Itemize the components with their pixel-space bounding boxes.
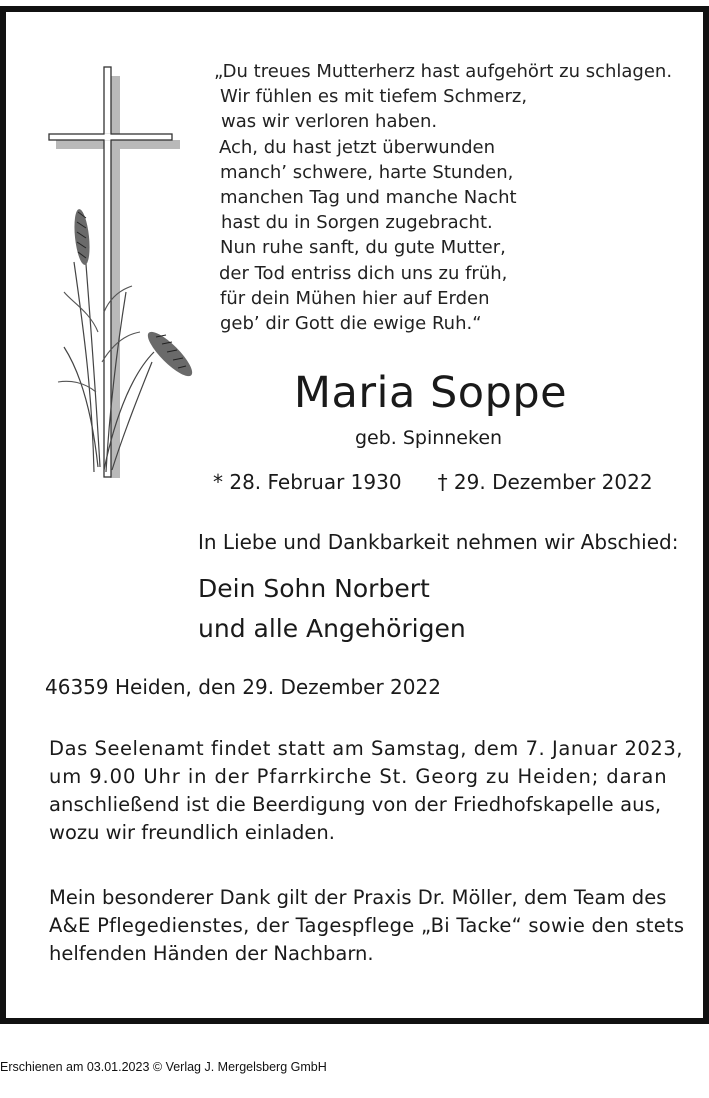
poem: [214, 59, 672, 336]
family-line: und alle Angehörigen: [198, 614, 466, 643]
poem-line: Ach, du hast jetzt überwunden: [219, 136, 496, 158]
poem-line: hast du in Sorgen zugebracht.: [221, 212, 493, 234]
publication-footer: Erschienen am 03.01.2023 © Verlag J. Mergelsberg GmbH: [0, 1060, 327, 1074]
poem-line: geb’ dir Gott die ewige Ruh.“: [220, 313, 482, 335]
thanks-line: A&E Pflegedienstes, der Tagespflege „Bi Tacke“ sowie den stets: [49, 914, 685, 937]
deceased-name: Maria Soppe: [293, 368, 568, 418]
poem-line: Wir fühlen es mit tiefem Schmerz,: [220, 86, 528, 108]
poem-line: „Du treues Mutterherz hast aufgehört zu schlagen.: [214, 61, 673, 82]
poem-line: was wir verloren haben.: [221, 111, 438, 133]
cross-with-wheat-icon: [44, 62, 200, 482]
place-date: 46359 Heiden, den 29. Dezember 2022: [45, 675, 441, 699]
birth-name: geb. Spinneken: [354, 427, 503, 449]
farewell-intro: In Liebe und Dankbarkeit nehmen wir Abschied:: [198, 530, 679, 554]
birth-date: * 28. Februar 1930: [213, 470, 402, 494]
deceased-name-row: [0, 368, 709, 418]
service-line: Das Seelenamt findet statt am Samstag, dem 7. Januar 2023,: [49, 737, 684, 760]
death-date: † 29. Dezember 2022: [437, 470, 653, 494]
poem-line: manchen Tag und manche Nacht: [220, 187, 517, 209]
life-dates: [213, 470, 653, 494]
service-line: um 9.00 Uhr in der Pfarrkirche St. Georg zu Heiden; daran: [49, 765, 668, 788]
thanks-line: Mein besonderer Dank gilt der Praxis Dr. Möller, dem Team des: [49, 886, 667, 909]
service-line: wozu wir freundlich einladen.: [49, 821, 335, 844]
birth-name-row: [0, 427, 709, 449]
thanks-paragraph: [49, 884, 685, 968]
poem-line: für dein Mühen hier auf Erden: [220, 287, 490, 309]
poem-line: manch’ schwere, harte Stunden,: [220, 161, 514, 183]
poem-line: der Tod entriss dich uns zu früh,: [219, 262, 508, 284]
family-line: Dein Sohn Norbert: [198, 574, 430, 603]
service-line: anschließend ist die Beerdigung von der Friedhofskapelle aus,: [49, 793, 662, 816]
poem-line: Nun ruhe sanft, du gute Mutter,: [220, 237, 506, 259]
thanks-line: helfenden Händen der Nachbarn.: [49, 942, 374, 965]
service-paragraph: [49, 735, 684, 847]
